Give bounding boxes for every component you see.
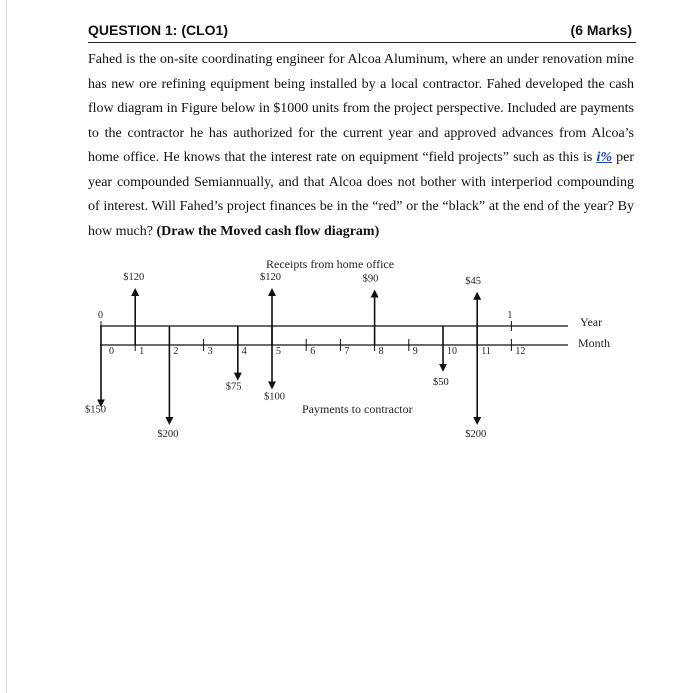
year-axis-label: Year: [580, 315, 603, 329]
month-tick-label: 9: [412, 346, 418, 357]
receipt-label: $120: [260, 272, 281, 283]
receipts-caption: Receipts from home office: [266, 257, 395, 271]
month-tick-label: 4: [241, 346, 247, 357]
payment-label: $75: [225, 381, 242, 393]
month-tick-label: 1: [139, 346, 145, 357]
month-tick-label: 3: [207, 346, 213, 357]
year-tick-label: 1: [507, 310, 513, 321]
month-tick-label: 10: [447, 346, 457, 357]
payment-label: $200: [465, 429, 487, 440]
question-text-part1: Fahed is the on-site coordinating engineer for Alcoa Aluminum, where an under renovation mine has new ore refining equipment being installed by a local contractor. Fahed developed the cash flow diagram in Figure below in $1000 units from the project perspective. Included are payments to the contractor he has authorized for the current year and approved advances from Alcoa’s home office. He knows that the interest rate on equipment “field projects” such as this is: [88, 52, 634, 165]
year-tick-label: 0: [98, 310, 103, 321]
interest-rate-link[interactable]: i%: [596, 150, 612, 165]
month-tick-label: 6: [310, 346, 316, 357]
question-marks: (6 Marks): [570, 22, 632, 38]
month-tick-label: 2: [173, 346, 179, 357]
receipt-label: $45: [465, 275, 481, 287]
receipt-label: $90: [362, 273, 379, 285]
receipt-label: $120: [123, 272, 145, 283]
payment-label: $200: [157, 429, 179, 440]
question-instruction: (Draw the Moved cash flow diagram): [156, 223, 380, 239]
year-ticks: [98, 310, 512, 331]
payment-label: $100: [264, 391, 285, 403]
month-axis-label: Month: [578, 336, 611, 350]
month-tick-label: 0: [109, 346, 114, 357]
question-title: QUESTION 1: (CLO1): [88, 22, 229, 38]
payment-label: $150: [85, 404, 106, 416]
payment-label: $50: [433, 376, 449, 388]
question-text-part2: per year compounded Semiannually, and that Alcoa does not bother with interperiod compounding of interest. Will Fahed’s project finances be in the “red” or the “black” at the end of the year? By how much?: [88, 150, 634, 239]
month-tick-label: 8: [378, 346, 384, 357]
payments-caption: Payments to contractor: [302, 402, 413, 416]
month-tick-label: 5: [276, 346, 281, 357]
month-tick-label: 7: [344, 346, 350, 357]
month-tick-label: 12: [515, 346, 526, 357]
cash-flow-arrows: [85, 272, 486, 440]
month-tick-label: 11: [481, 346, 491, 357]
month-ticks: [101, 339, 525, 357]
